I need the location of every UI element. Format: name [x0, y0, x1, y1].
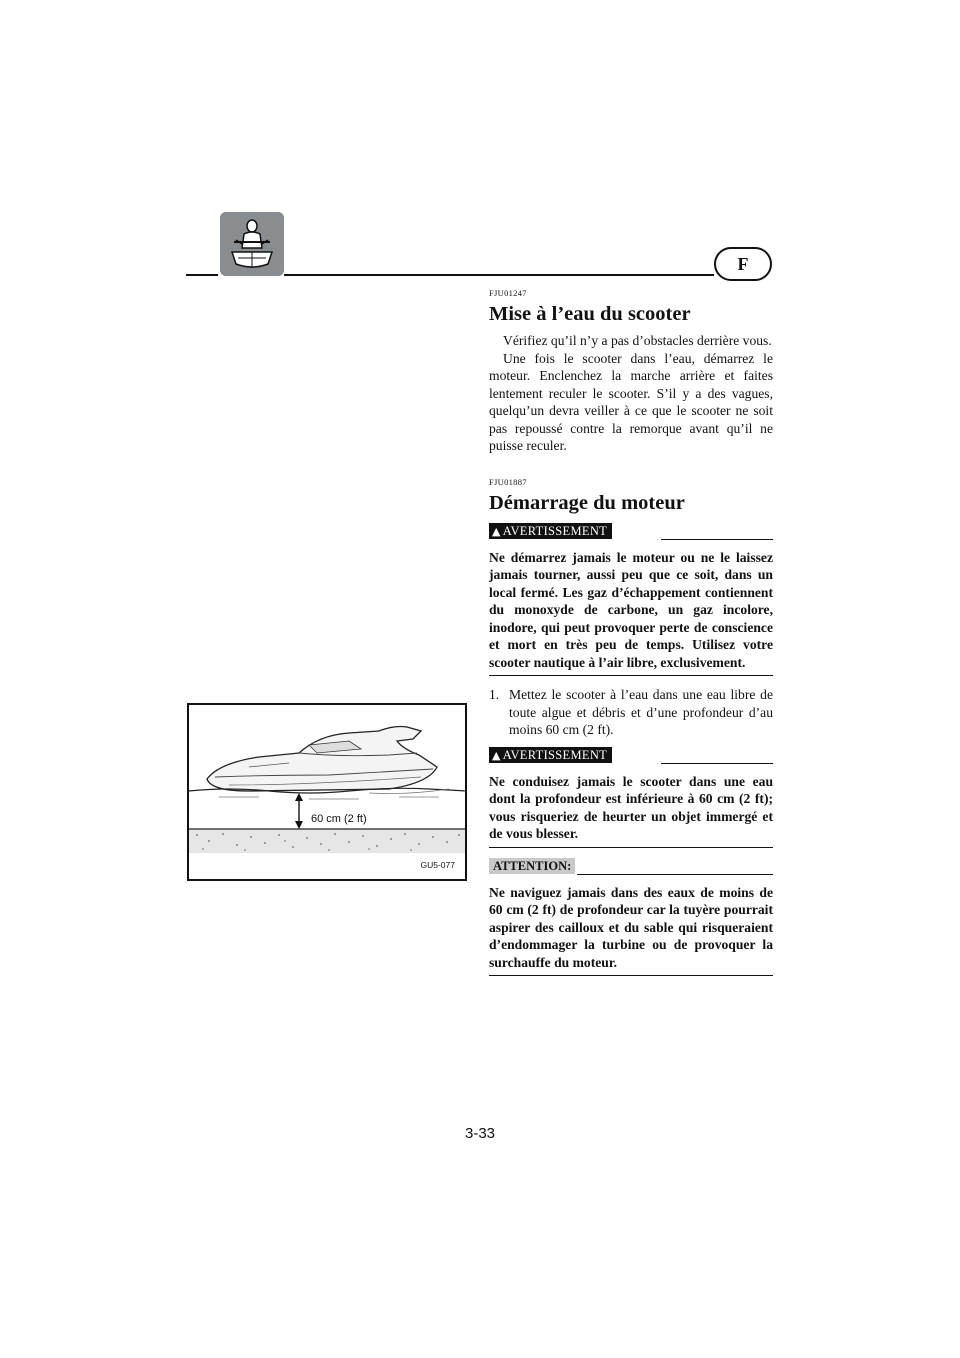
warning-text: Ne conduisez jamais le scooter dans une eau dont la profondeur est inférieure à 60 cm (2 ft); vous risqueriez de heurter un objet immergé et de vous blesser. — [489, 773, 773, 841]
section-code: FJU01247 — [489, 288, 527, 298]
paragraph: Une fois le scooter dans l’eau, démarrez le moteur. Enclenchez la marche arrière et faites lentement reculer le scooter. S’il y a des vagues, quelqu’un devra veiller à ce que le scooter ne soit pas repoussé contre la remorque avant qu’il ne puisse reculer. — [489, 350, 773, 453]
warning-triangle-icon: ▲ — [492, 748, 501, 762]
warning-header — [489, 747, 773, 767]
content-column — [489, 288, 773, 986]
list-item: 1. Mettez le scooter à l’eau dans une eau libre de toute algue et débris et d’une profondeur d’au moins 60 cm (2 ft). — [489, 687, 773, 737]
language-badge: F — [714, 247, 772, 281]
page-number: 3-33 — [464, 1125, 496, 1142]
caution-header — [489, 858, 773, 878]
warning-label: ▲ AVERTISSEMENT — [489, 523, 612, 539]
section-title-start-engine: Démarrage du moteur — [489, 491, 685, 514]
section-title-launch: Mise à l’eau du scooter — [489, 303, 691, 325]
section-code: FJU01887 — [489, 476, 527, 487]
caution-label: ATTENTION: — [489, 858, 575, 874]
watercraft-illustration — [189, 705, 465, 879]
figure-code: GU5-077 — [420, 860, 455, 870]
header-rule-left — [186, 274, 218, 276]
caution-text: Ne naviguez jamais dans des eaux de moins de 60 cm (2 ft) de profondeur car la tuyère pourrait aspirer des cailloux et du sable qui risqueraient d’endommager la turbine ou de provoquer la surchauffe du moteur. — [489, 884, 773, 970]
warning-header — [489, 523, 773, 543]
depth-label: 60 cm (2 ft) — [311, 813, 367, 825]
watercraft-rider-icon — [220, 212, 284, 276]
warning-label: ▲ AVERTISSEMENT — [489, 747, 612, 763]
warning-text: Ne démarrez jamais le moteur ou ne le laissez jamais tourner, aussi peu que ce soit, dans un local fermé. Les gaz d’échappement contiennent du monoxyde de carbone, un gaz incolore, inodore, qui peut provoquer perte de conscience et mort en très peu de temps. Utilisez votre scooter nautique à l’air libre, exclusivement. — [489, 549, 773, 670]
header-rule-right — [284, 274, 714, 276]
figure-depth-illustration — [187, 703, 467, 881]
paragraph: Vérifiez qu’il n’y a pas d’obstacles derrière vous. — [503, 333, 772, 348]
warning-triangle-icon: ▲ — [492, 524, 501, 538]
